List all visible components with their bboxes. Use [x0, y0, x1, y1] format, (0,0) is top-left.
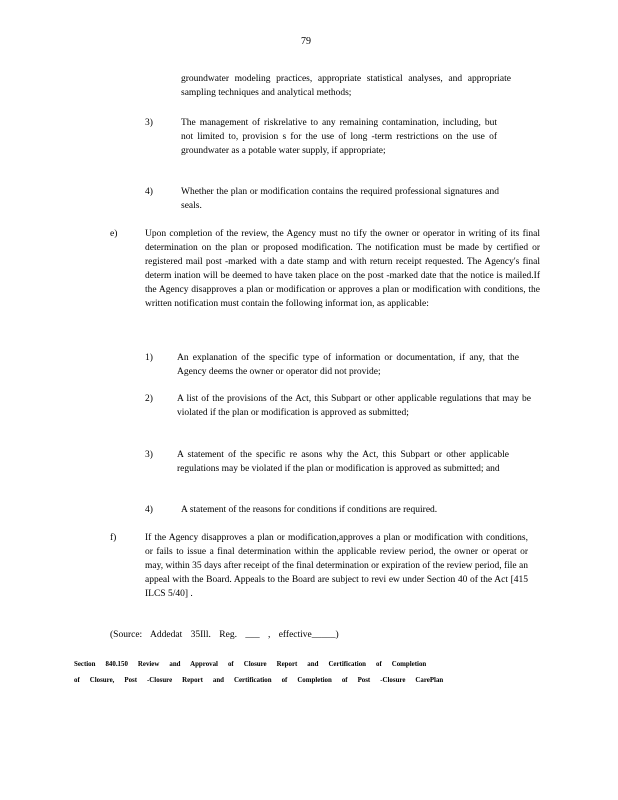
item-number: 3): [145, 118, 153, 128]
page-number: 79: [301, 36, 311, 47]
list-item: [177, 351, 519, 379]
list-item: [177, 392, 531, 420]
source-note: [110, 628, 470, 642]
list-item: [177, 448, 509, 476]
source-note-text: (Source: Addedat 35Ill. Reg. ___ , effective_____): [110, 630, 339, 640]
list-item-text: A list of the provisions of the Act, this Subpart or other applicable regulations that may be violated if the plan or modification is approved as submitted;: [177, 394, 531, 418]
list-item-text: Whether the plan or modification contains the required professional signatures and seals.: [181, 187, 499, 211]
item-number: 2): [145, 394, 153, 404]
list-item-text: An explanation of the specific type of information or documentation, if any, that the Agency deems the owner or operator did not provide;: [177, 353, 519, 377]
paragraph-e-text: Upon completion of the review, the Agency must no tify the owner or operator in writing of its final determination on the plan or proposed modification. The notification must be made by certified or registered mail post -marked with a date stamp and with return receipt requested. The Agency's final determ ination will be deemed to have taken place on the post -marked date that the notice is mailed.If the Agency disapproves a plan or modification or approves a plan or modification with conditions, the written notification must contain the following informat ion, as applicable:: [145, 229, 540, 309]
intro-continuation: [181, 72, 511, 100]
list-item-text: A statement of the reasons for conditions if conditions are required.: [181, 505, 438, 515]
list-item: [181, 503, 511, 517]
paragraph-f-text: If the Agency disapproves a plan or modification,approves a plan or modification with conditions, or fails to issue a final determination within the applicable review period, the owner or operat or may, within 35 days after receipt of the final determination or expiration of the review period, file an appeal with the Board. Appeals to the Board are subject to revi ew under Section 40 of the Act [415 ILCS 5/40] .: [145, 533, 528, 599]
paragraph-e: [145, 227, 540, 311]
paragraph-label: f): [110, 533, 117, 543]
list-item-text: A statement of the specific re asons why the Act, this Subpart or other applicable regulations may be violated if the plan or modification is approved as submitted; and: [177, 450, 509, 474]
item-number: 1): [145, 353, 153, 363]
section-heading-line1: Section 840.150 Review and Approval of Closure Report and Certification of Completion: [74, 659, 427, 668]
item-number: 3): [145, 450, 153, 460]
item-number: 4): [145, 505, 153, 515]
item-number: 4): [145, 187, 153, 197]
paragraph-label: e): [110, 229, 118, 239]
list-item: [181, 116, 497, 158]
paragraph-f: [145, 531, 528, 601]
list-item: [181, 185, 499, 213]
intro-continuation-text: groundwater modeling practices, appropriate statistical analyses, and appropriate sampling techniques and analytical methods;: [181, 74, 511, 98]
section-heading-line2: of Closure, Post -Closure Report and Certification of Completion of Post -Closure CarePlan: [74, 675, 444, 684]
list-item-text: The management of riskrelative to any remaining contamination, including, but not limited to, provision s for the use of long -term restrictions on the use of groundwater as a potable water supply, if appropriate;: [181, 118, 497, 156]
